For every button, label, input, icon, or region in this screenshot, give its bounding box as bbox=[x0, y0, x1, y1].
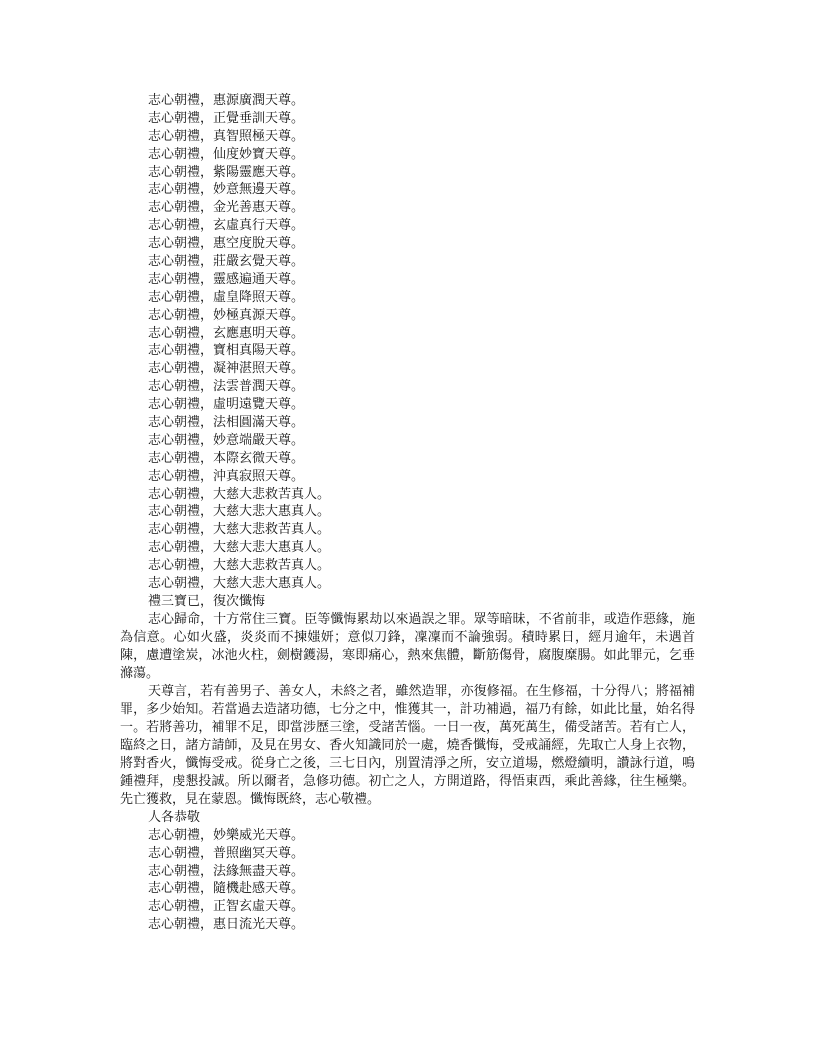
text-line: 志心朝禮，沖真寂照天尊。 bbox=[148, 468, 305, 484]
text-line: 志心朝禮，大慈大悲大惠真人。 bbox=[148, 504, 331, 520]
text-line: 志心朝禮，大慈大悲救苦真人。 bbox=[148, 558, 331, 574]
text-line: 志心朝禮，玄虛真行天尊。 bbox=[148, 218, 305, 234]
teaching-paragraph: 天尊言，若有善男子、善女人，未終之者，雖然造罪，亦復修福。在生修福，十分得八；將福補罪，多少始知。若當過去造諸功德，七分之中，惟獲其一，計功補過，福乃有餘，如此比量，始名得一。若將善功，補罪不足，即當涉歷三塗，受諸苦惱。一日一夜，萬死萬生，備受諸苦。若有亡人，臨終之日，諸方請師，及見在男女、香火知識同於一處，燒香懺悔，受戒誦經，先取亡人身上衣物，將對香火，懺悔受戒。從身亡之後，三七日內，別置清淨之所，安立道場，燃燈續明，讚詠行道，鳴鍾禮拜，虔懇投誠。所以爾者，急修功德。初亡之人，方開道路，得悟東西，乘此善緣，往生極樂。先亡獲救，見在蒙恩。懺悔既終，志心敬禮。 bbox=[120, 683, 695, 807]
text-line: 志心朝禮，本際玄微天尊。 bbox=[148, 450, 305, 466]
text-line: 志心朝禮，大慈大悲大惠真人。 bbox=[148, 576, 331, 592]
text-line: 志心朝禮，妙意端嚴天尊。 bbox=[148, 432, 305, 448]
text-line: 志心朝禮，普照幽冥天尊。 bbox=[148, 845, 305, 861]
text-line: 志心朝禮，大慈大悲大惠真人。 bbox=[148, 540, 331, 556]
text-line: 志心朝禮，妙極真源天尊。 bbox=[148, 307, 305, 323]
text-line: 志心朝禮，虛皇降照天尊。 bbox=[148, 289, 305, 305]
text-line: 志心朝禮，靈感遍通天尊。 bbox=[148, 271, 305, 287]
text-line: 志心朝禮，金光善惠天尊。 bbox=[148, 200, 305, 216]
text-line: 志心朝禮，紫陽靈應天尊。 bbox=[148, 164, 305, 180]
text-line: 志心朝禮，仙度妙寶天尊。 bbox=[148, 146, 305, 162]
text-line: 志心朝禮，法雲普潤天尊。 bbox=[148, 379, 305, 395]
text-line: 志心朝禮，真智照極天尊。 bbox=[148, 128, 305, 144]
text-line: 志心朝禮，凝神湛照天尊。 bbox=[148, 361, 305, 377]
text-line: 志心朝禮，惠源廣潤天尊。 bbox=[148, 93, 305, 108]
text-line: 志心朝禮，莊嚴玄覺天尊。 bbox=[148, 254, 305, 270]
text-line: 志心朝禮，惠空度脫天尊。 bbox=[148, 236, 305, 252]
text-line: 志心朝禮，虛明遠覽天尊。 bbox=[148, 397, 305, 413]
text-line: 志心朝禮，正覺垂訓天尊。 bbox=[148, 110, 305, 126]
text-line: 志心朝禮，法相圓滿天尊。 bbox=[148, 415, 305, 431]
text-line: 志心朝禮，妙意無邊天尊。 bbox=[148, 182, 305, 198]
text-line: 志心朝禮，法緣無盡天尊。 bbox=[148, 863, 305, 879]
text-line: 志心朝禮，寶相真陽天尊。 bbox=[148, 343, 305, 359]
text-line: 志心朝禮，大慈大悲救苦真人。 bbox=[148, 522, 331, 538]
text-column bbox=[120, 92, 695, 934]
text-line: 志心朝禮，妙樂威光天尊。 bbox=[148, 827, 305, 843]
text-line: 志心朝禮，玄應惠明天尊。 bbox=[148, 325, 305, 341]
text-line: 志心朝禮，惠日流光天尊。 bbox=[148, 917, 305, 933]
section-heading: 人各恭敬 bbox=[148, 809, 201, 825]
text-line: 志心朝禮，正智玄虛天尊。 bbox=[148, 899, 305, 915]
text-line: 志心朝禮，大慈大悲救苦真人。 bbox=[148, 486, 331, 502]
repentance-paragraph: 志心歸命，十方常住三寶。臣等懺悔累劫以來過誤之罪。眾等暗昧，不省前非，或造作惡緣，施為信意。心如火盛，炎炎而不揀媸妍；意似刀鋒，凜凜而不論強弱。積時累日，經月逾年，未遇首陳，慮遭塗炭，冰池火柱，劍樹鑊湯，寒即痛心，熱來焦體，斷筋傷骨，腐腹糜腸。如此罪元，乞垂滌蕩。 bbox=[120, 611, 695, 681]
text-line: 志心朝禮，隨機赴感天尊。 bbox=[148, 881, 305, 897]
section-heading: 禮三寶已，復次懺悔 bbox=[148, 593, 266, 609]
